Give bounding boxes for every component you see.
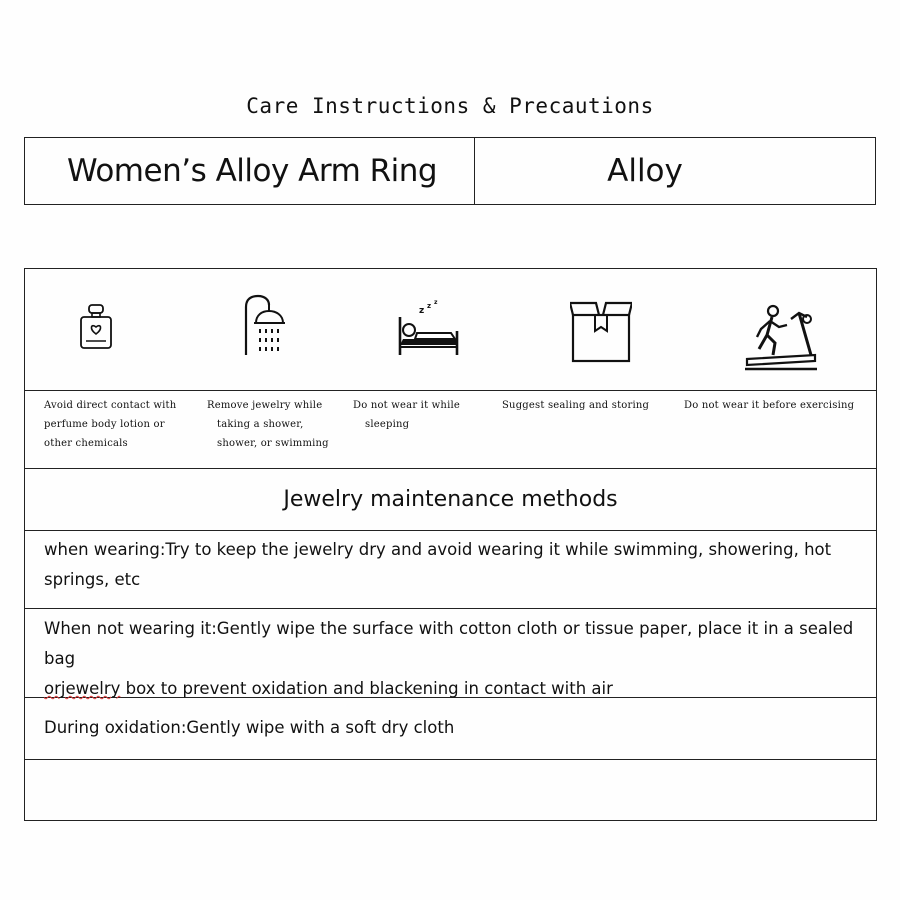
svg-text:z: z [419, 306, 425, 316]
svg-text:z: z [434, 299, 438, 306]
product-header-table [24, 137, 876, 205]
maintenance-empty-row [25, 760, 876, 820]
precaution-captions-row [25, 390, 876, 469]
caption-perfume: Avoid direct contact with perfume body lotion or other chemicals [44, 400, 177, 449]
care-table [24, 268, 877, 821]
perfume-icon [77, 303, 117, 353]
caption-treadmill: Do not wear it before exercising [684, 400, 855, 411]
page-title: Care Instructions & Precautions [246, 94, 654, 118]
caption-sleeping: Do not wear it while sleeping [353, 400, 460, 430]
maintenance-when-wearing: when wearing:Try to keep the jewelry dry and avoid wearing it while swimming, showering, hot springs, etc [25, 530, 876, 609]
caption-shower: Remove jewelry while taking a shower, shower, or swimming [207, 400, 329, 449]
sleeping-icon [397, 297, 461, 359]
precaution-icons-row [25, 269, 876, 391]
product-name: Women’s Alloy Arm Ring [25, 138, 475, 204]
box-icon [570, 299, 632, 365]
maintenance-title: Jewelry maintenance methods [25, 468, 876, 531]
svg-text:z: z [427, 302, 432, 310]
material-label: Alloy [607, 153, 683, 189]
treadmill-icon [741, 303, 821, 373]
maintenance-when-not-wearing: When not wearing it:Gently wipe the surface with cotton cloth or tissue paper, place it in a sealed bag orjewelry box to prevent oxidation and blackening in contact with air [25, 609, 876, 698]
maintenance-during-oxidation: During oxidation:Gently wipe with a soft dry cloth [25, 698, 876, 760]
shower-icon [238, 293, 292, 359]
caption-box: Suggest sealing and storing [502, 400, 650, 411]
